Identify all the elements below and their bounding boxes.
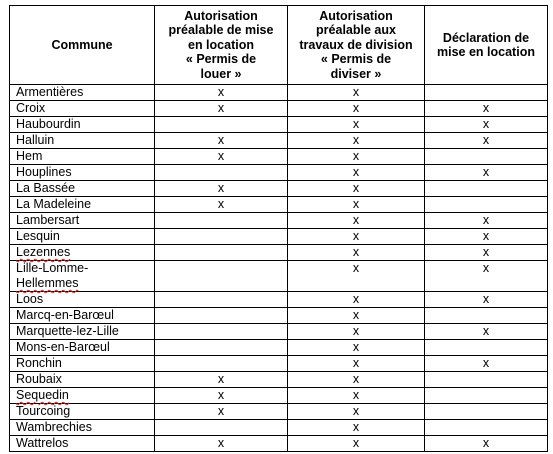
permis-diviser-cell: x — [288, 213, 425, 229]
commune-name-cell — [10, 372, 155, 388]
commune-name-cell — [10, 420, 155, 436]
permis-louer-cell — [155, 213, 288, 229]
header-text-line: Commune — [51, 37, 113, 52]
communes-table — [9, 5, 548, 452]
permis-diviser-cell: x — [288, 229, 425, 245]
commune-name-cell — [10, 308, 155, 324]
declaration-cell: x — [425, 213, 548, 229]
commune-name: Hem — [16, 149, 43, 163]
commune-name: Ronchin — [16, 356, 62, 370]
declaration-cell: x — [425, 261, 548, 292]
declaration-cell: x — [425, 133, 548, 149]
header-text-line: Déclaration de — [442, 30, 530, 45]
permis-louer-cell — [155, 420, 288, 436]
permis-louer-cell — [155, 165, 288, 181]
header-permis-louer — [155, 6, 288, 85]
declaration-cell: x — [425, 101, 548, 117]
table-row — [10, 181, 548, 197]
commune-name-cell — [10, 229, 155, 245]
commune-name: La Bassée — [16, 181, 76, 195]
commune-name: La Madeleine — [16, 197, 92, 211]
commune-name-cell — [10, 340, 155, 356]
permis-louer-cell: x — [155, 133, 288, 149]
permis-diviser-cell: x — [288, 117, 425, 133]
table-row — [10, 388, 548, 404]
table-row — [10, 213, 548, 229]
commune-name: Halluin — [16, 133, 55, 147]
table-row — [10, 420, 548, 436]
declaration-cell — [425, 388, 548, 404]
commune-name: Croix — [16, 101, 46, 115]
commune-name-cell — [10, 404, 155, 420]
commune-name: Tourcoing — [16, 404, 71, 418]
table-row — [10, 436, 548, 452]
header-text-line: en location — [188, 37, 254, 52]
permis-louer-cell: x — [155, 197, 288, 213]
commune-name: Armentières — [16, 85, 84, 99]
permis-louer-cell — [155, 308, 288, 324]
table-row — [10, 261, 548, 292]
table-row — [10, 245, 548, 261]
commune-name: Haubourdin — [16, 117, 81, 131]
table-row — [10, 372, 548, 388]
permis-louer-cell — [155, 117, 288, 133]
table-row — [10, 308, 548, 324]
table-row — [10, 101, 548, 117]
header-text-line: préalable de mise — [168, 23, 274, 38]
commune-name: Lezennes — [16, 245, 71, 259]
permis-diviser-cell: x — [288, 420, 425, 436]
declaration-cell — [425, 372, 548, 388]
table-row — [10, 117, 548, 133]
declaration-cell: x — [425, 117, 548, 133]
commune-name-cell — [10, 213, 155, 229]
permis-louer-cell — [155, 324, 288, 340]
commune-name: Lambersart — [16, 213, 80, 227]
declaration-cell: x — [425, 165, 548, 181]
permis-diviser-cell: x — [288, 101, 425, 117]
commune-name-cell — [10, 356, 155, 372]
permis-diviser-cell: x — [288, 292, 425, 308]
permis-diviser-cell: x — [288, 372, 425, 388]
permis-louer-cell — [155, 356, 288, 372]
declaration-cell — [425, 340, 548, 356]
permis-louer-cell: x — [155, 181, 288, 197]
commune-name-cell — [10, 324, 155, 340]
declaration-cell: x — [425, 436, 548, 452]
declaration-cell: x — [425, 292, 548, 308]
commune-name: Sequedin — [16, 388, 69, 402]
header-text-line: Autorisation — [319, 8, 393, 23]
commune-name: Marcq-en-Barœul — [16, 308, 114, 322]
header-text-line: travaux de division — [299, 37, 413, 52]
permis-louer-cell — [155, 229, 288, 245]
table-row — [10, 404, 548, 420]
permis-diviser-cell: x — [288, 149, 425, 165]
commune-name-cell — [10, 436, 155, 452]
table-row — [10, 340, 548, 356]
header-text-line: diviser » — [330, 66, 382, 81]
commune-name-cell — [10, 261, 155, 292]
table-row — [10, 356, 548, 372]
header-text-line: « Permis de — [185, 52, 257, 67]
header-text-line: Autorisation — [184, 8, 258, 23]
commune-name: Mons-en-Barœul — [16, 340, 110, 354]
commune-name: Wambrechies — [16, 420, 92, 434]
commune-name-cell — [10, 85, 155, 101]
table-header — [10, 6, 548, 85]
permis-diviser-cell: x — [288, 436, 425, 452]
commune-name-cell — [10, 197, 155, 213]
permis-diviser-cell: x — [288, 356, 425, 372]
header-permis-diviser — [288, 6, 425, 85]
table-row — [10, 324, 548, 340]
table-row — [10, 149, 548, 165]
header-text-line: « Permis de — [320, 52, 392, 67]
permis-louer-cell: x — [155, 149, 288, 165]
permis-diviser-cell: x — [288, 165, 425, 181]
table-row — [10, 133, 548, 149]
declaration-cell — [425, 197, 548, 213]
permis-diviser-cell: x — [288, 181, 425, 197]
permis-louer-cell — [155, 261, 288, 292]
permis-diviser-cell: x — [288, 388, 425, 404]
commune-name-cell — [10, 165, 155, 181]
declaration-cell — [425, 85, 548, 101]
commune-name-cell — [10, 101, 155, 117]
permis-louer-cell: x — [155, 101, 288, 117]
commune-name-cell — [10, 181, 155, 197]
commune-name-cell — [10, 149, 155, 165]
commune-name: Lille-Lomme- — [16, 261, 89, 275]
permis-diviser-cell: x — [288, 308, 425, 324]
permis-diviser-cell: x — [288, 85, 425, 101]
permis-diviser-cell: x — [288, 133, 425, 149]
declaration-cell: x — [425, 356, 548, 372]
permis-diviser-cell: x — [288, 404, 425, 420]
commune-name: Houplines — [16, 165, 72, 179]
commune-name: Marquette-lez-Lille — [16, 324, 119, 338]
table-row — [10, 229, 548, 245]
permis-diviser-cell: x — [288, 261, 425, 292]
permis-diviser-cell: x — [288, 324, 425, 340]
permis-diviser-cell: x — [288, 340, 425, 356]
permis-louer-cell: x — [155, 85, 288, 101]
header-declaration — [425, 6, 548, 85]
permis-louer-cell — [155, 340, 288, 356]
permis-louer-cell: x — [155, 436, 288, 452]
commune-name: Roubaix — [16, 372, 62, 386]
declaration-cell — [425, 420, 548, 436]
permis-louer-cell: x — [155, 372, 288, 388]
header-row — [10, 6, 548, 85]
table-body — [10, 85, 548, 452]
table-row — [10, 85, 548, 101]
declaration-cell: x — [425, 245, 548, 261]
declaration-cell — [425, 149, 548, 165]
header-text-line: mise en location — [437, 45, 535, 59]
header-text-line: louer » — [200, 66, 242, 81]
commune-name: Lesquin — [16, 229, 60, 243]
permis-louer-cell — [155, 292, 288, 308]
table-row — [10, 292, 548, 308]
permis-diviser-cell: x — [288, 197, 425, 213]
declaration-cell: x — [425, 229, 548, 245]
commune-name: Hellemmes — [16, 276, 79, 290]
commune-name-cell — [10, 245, 155, 261]
declaration-cell — [425, 308, 548, 324]
declaration-cell — [425, 404, 548, 420]
commune-name: Wattrelos — [16, 436, 69, 450]
commune-name: Loos — [16, 292, 44, 306]
permis-louer-cell: x — [155, 388, 288, 404]
commune-name-cell — [10, 133, 155, 149]
commune-name-cell — [10, 388, 155, 404]
declaration-cell: x — [425, 324, 548, 340]
commune-name-cell — [10, 292, 155, 308]
header-text-line: préalable aux — [316, 23, 396, 38]
permis-louer-cell: x — [155, 404, 288, 420]
permis-diviser-cell: x — [288, 245, 425, 261]
header-commune — [10, 6, 155, 85]
permis-louer-cell — [155, 245, 288, 261]
declaration-cell — [425, 181, 548, 197]
commune-name-cell — [10, 117, 155, 133]
table-row — [10, 197, 548, 213]
table-row — [10, 165, 548, 181]
